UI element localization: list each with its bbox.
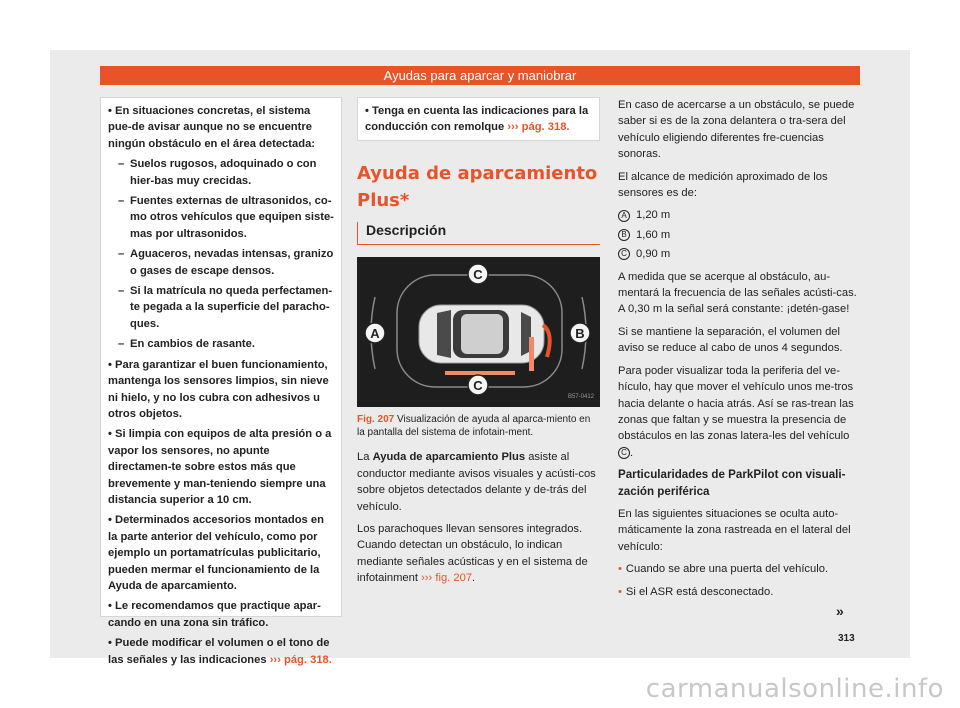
range-item <box>618 246 858 262</box>
list-item <box>618 561 858 577</box>
caption-text: Visualización de ayuda al aparca-miento en la pantalla del sistema de infotain-ment. <box>357 414 591 439</box>
list-item-text: Si el ASR está desconectado. <box>625 585 774 598</box>
figure-reference-link[interactable]: ››› fig. 207 <box>421 572 473 585</box>
paragraph-text: Los parachoques llevan sensores integrados. Cuando detectan un obstáculo, lo indican mediante señales acústicas y en el sistema de infotainment <box>357 523 588 585</box>
note-bullet: • En situaciones concretas, el sistema pue-de avisar aunque no se encuentre ningún obstáculo en el área detectada: <box>108 105 316 150</box>
zone-label-b <box>570 323 590 343</box>
note-sub-item: – Suelos rugosos, adoquinado o con hier-bas muy crecidas. <box>108 156 335 189</box>
list-item-text: Cuando se abre una puerta del vehículo. <box>625 563 829 576</box>
page-reference-link[interactable]: ››› pág. 318. <box>269 653 332 666</box>
trailer-note-box <box>357 97 600 141</box>
parking-assist-figure <box>357 257 600 407</box>
zone-badge: C <box>618 447 630 459</box>
side-detection-bar <box>529 337 534 371</box>
paragraph <box>357 521 600 587</box>
bullet-icon: • <box>618 585 622 598</box>
note-text: • Puede modificar el volumen o el tono de las señales y las indicaciones <box>108 637 330 666</box>
svg-text:A: A <box>370 326 380 342</box>
svg-text:C: C <box>473 378 483 394</box>
note-sub-item: – Fuentes externas de ultrasonidos, co-mo otros vehículos que equipen siste-mas por ultrasonidos. <box>108 193 335 242</box>
rear-detection-bar <box>445 371 515 375</box>
zone-label-c-bottom <box>468 375 488 395</box>
page-reference-link[interactable]: ››› pág. 318. <box>507 121 570 134</box>
zone-label-c-top <box>468 264 488 284</box>
continue-icon: » <box>836 603 844 619</box>
right-column <box>618 97 858 606</box>
paragraph <box>357 449 600 515</box>
warning-notes-box <box>100 97 342 666</box>
range-value: 1,60 m <box>636 228 671 241</box>
note-bullet <box>108 635 335 668</box>
section-title: Ayuda de aparcamiento Plus* <box>357 163 598 211</box>
figure-caption <box>357 413 600 439</box>
range-value: 1,20 m <box>636 209 671 222</box>
zone-badge: B <box>618 229 630 241</box>
svg-text:B: B <box>575 326 585 342</box>
note-bullet: • Para garantizar el buen funcionamiento, mantenga los sensores limpios, sin nieve ni hielo, y no los cubra con adhesivos u otros objetos. <box>108 358 329 420</box>
car-top-view <box>419 305 544 363</box>
note-sub-item: – Aguaceros, nevadas intensas, granizo o gases de escape densos. <box>108 246 335 279</box>
note-bullet: • Si limpia con equipos de alta presión o a vapor los sensores, no apunte directamen-te sobre estos más que brevemente y man-teniendo siempre una distancia superior a 10 cm. <box>108 428 332 506</box>
note-sub-item: – Si la matrícula no queda perfectamen-te pegada a la superficie del paracho-ques. <box>108 283 335 332</box>
paragraph: El alcance de medición aproximado de los sensores es de: <box>618 170 828 200</box>
page-number: 313 <box>838 633 855 644</box>
note-text: • Tenga en cuenta las indicaciones para la conducción con remolque <box>365 105 589 134</box>
subsection-title: Descripción <box>366 222 447 238</box>
paragraph <box>618 363 858 461</box>
note-bullet: • Determinados accesorios montados en la parte anterior del vehículo, como por ejemplo un portamatrículas publicitario, pueden mermar el funcionamiento de la Ayuda de aparcamiento. <box>108 514 324 592</box>
zone-badge: A <box>618 210 630 222</box>
figure-code: B57-0412 <box>567 394 594 400</box>
svg-text:C: C <box>473 267 483 283</box>
paragraph: En caso de acercarse a un obstáculo, se puede saber si es de la zona delantera o tra-sera del vehículo eligiendo diferentes fre-cuencias sonoras. <box>618 99 855 161</box>
note-bullet: • Le recomendamos que practique apar-cando en una zona sin tráfico. <box>108 600 321 629</box>
figure-number: Fig. 207 <box>357 414 395 426</box>
subsection-heading: Particularidades de ParkPilot con visuali-zación periférica <box>618 468 846 498</box>
paragraph: En las siguientes situaciones se oculta auto-máticamente la zona rastreada en el lateral del vehículo: <box>618 507 851 553</box>
range-item <box>618 227 858 243</box>
watermark: carmanualsonline.info <box>645 674 944 704</box>
list-item <box>618 584 858 600</box>
section-header: Ayudas para aparcar y maniobrar <box>100 66 860 85</box>
paragraph-text: La <box>357 451 370 464</box>
paragraph-text: Para poder visualizar toda la periferia del ve-hículo, hay que mover el vehículo unos me-tros hacia delante o hacia atrás. Así se ras-trean las zonas que faltan y se muestra la presencia de obstáculos en las zonas latera-les del vehículo <box>618 364 854 443</box>
paragraph-text: . <box>630 446 634 459</box>
subsection-heading-wrap <box>357 222 600 245</box>
paragraph-text: . <box>472 572 476 585</box>
range-item <box>618 207 858 223</box>
paragraph-text: asiste al conductor mediante avisos visuales y acústi-cos sobre objetos detectados delante y de-trás del vehículo. <box>357 451 596 513</box>
feature-name: Ayuda de aparcamiento Plus <box>372 451 526 464</box>
note-sub-item: – En cambios de rasante. <box>108 336 335 352</box>
main-section <box>357 160 600 593</box>
paragraph: Si se mantiene la separación, el volumen del aviso se reduce al cabo de unos 4 segundos. <box>618 325 843 355</box>
parking-display-illustration <box>357 257 600 407</box>
zone-label-a <box>365 323 385 343</box>
range-value: 0,90 m <box>636 248 671 261</box>
paragraph: A medida que se acerque al obstáculo, au-mentará la frecuencia de las señales acústi-cas. A 0,30 m la señal será constante: ¡detén-gase! <box>618 270 857 316</box>
bullet-icon: • <box>618 563 622 576</box>
zone-badge: C <box>618 248 630 260</box>
